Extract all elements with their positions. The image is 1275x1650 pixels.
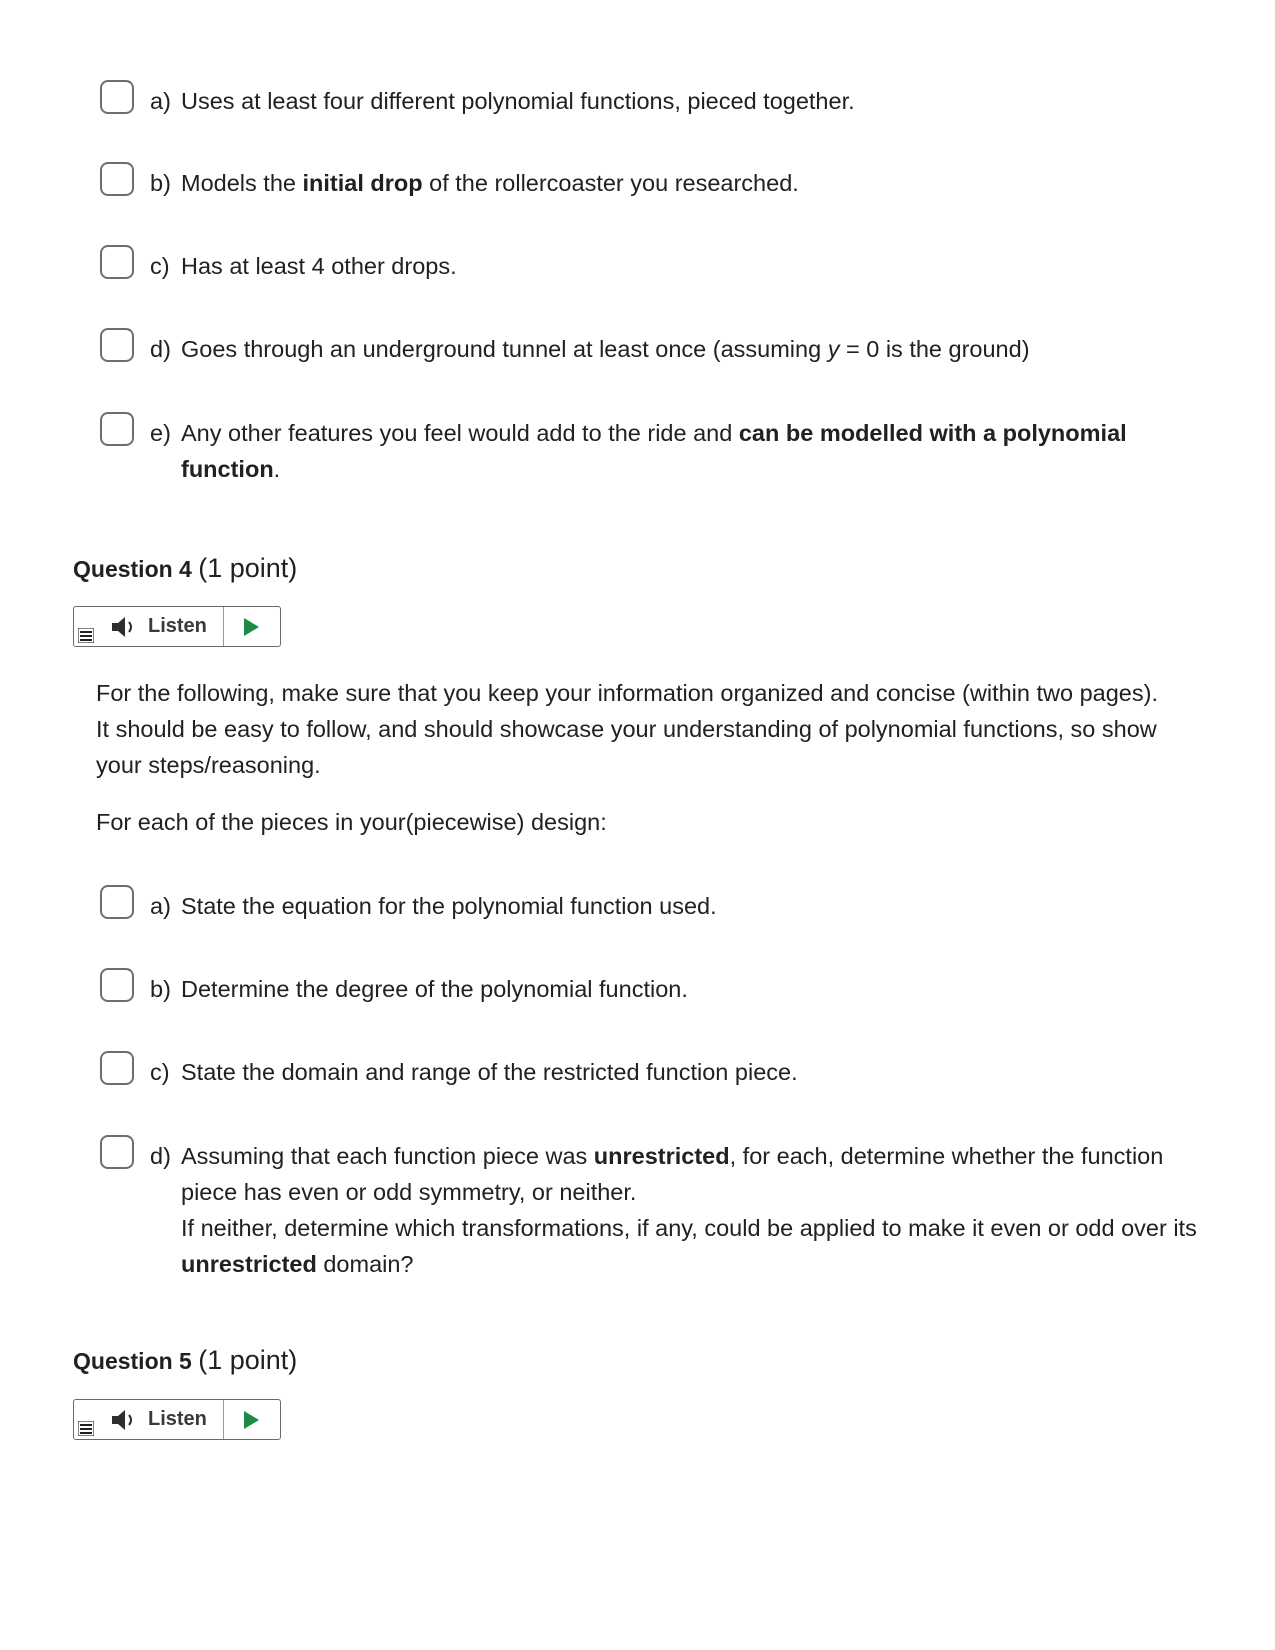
item-letter: d) [150, 336, 171, 362]
checklist-item [100, 971, 1200, 1007]
checkbox[interactable] [100, 885, 134, 919]
text-run: Models the [181, 170, 303, 196]
item-letter: d) [150, 1143, 171, 1169]
text-run: Any other features you feel would add to the ride and [181, 420, 739, 446]
variable-text: y [827, 336, 840, 362]
question-5-heading [73, 1345, 297, 1376]
item-text [181, 888, 1200, 924]
item-text [181, 971, 1200, 1007]
item-letter: b) [150, 170, 171, 196]
checkbox[interactable] [100, 1135, 134, 1169]
text-run: domain? [316, 1251, 414, 1277]
question-label: Question 4 [73, 556, 192, 582]
item-letter: a) [150, 88, 171, 114]
text-run: State the equation for the polynomial function used. [181, 893, 717, 919]
checkbox[interactable] [100, 162, 134, 196]
item-letter: c) [150, 1059, 170, 1085]
question-4-heading [73, 553, 297, 584]
checkbox[interactable] [100, 968, 134, 1002]
checklist-item [100, 415, 1200, 487]
checklist-item [100, 248, 1200, 284]
text-run: Goes through an underground tunnel at least once (assuming [181, 336, 828, 362]
checklist-item [100, 165, 1200, 201]
divider [223, 1400, 224, 1439]
text-run: Has at least 4 other drops. [181, 253, 457, 279]
speaker-icon [110, 1409, 140, 1431]
divider [223, 607, 224, 646]
listen-button[interactable]: Listen [148, 615, 207, 637]
bold-text: unrestricted [181, 1251, 317, 1277]
question-label: Question 5 [73, 1348, 192, 1374]
play-icon[interactable] [242, 617, 260, 637]
menu-icon[interactable] [78, 1421, 94, 1436]
text-run: Uses at least four different polynomial functions, pieced together. [181, 88, 855, 114]
item-text [181, 1138, 1200, 1282]
checkbox[interactable] [100, 245, 134, 279]
text-run: = 0 is the ground) [839, 336, 1030, 362]
listen-button[interactable]: Listen [148, 1408, 207, 1430]
listen-widget [73, 1399, 281, 1440]
checklist-item [100, 83, 1200, 119]
bold-text: can be modelled with a polynomial function [181, 420, 1127, 482]
item-text [181, 331, 1200, 367]
item-text [181, 165, 1200, 201]
checklist-item [100, 888, 1200, 924]
question-4-lead: For each of the pieces in your(piecewise) design: [96, 809, 607, 835]
checkbox[interactable] [100, 1051, 134, 1085]
item-letter: e) [150, 420, 171, 446]
question-points: (1 point) [198, 1345, 298, 1375]
bold-text: unrestricted [593, 1143, 730, 1169]
listen-widget [73, 606, 281, 647]
item-text [181, 83, 1200, 119]
checkbox[interactable] [100, 328, 134, 362]
item-text [181, 248, 1200, 284]
checklist-item [100, 1054, 1200, 1090]
text-run: of the rollercoaster you researched. [422, 170, 799, 196]
item-letter: a) [150, 893, 171, 919]
text-run: . [273, 456, 281, 482]
item-letter: c) [150, 253, 170, 279]
text-run: State the domain and range of the restricted function piece. [181, 1059, 798, 1085]
checkbox[interactable] [100, 80, 134, 114]
speaker-icon [110, 616, 140, 638]
text-run: Determine the degree of the polynomial function. [181, 976, 688, 1002]
checklist-item [100, 1138, 1200, 1282]
question-4-intro: For the following, make sure that you keep your information organized and concise (within two pages). It should be easy to follow, and should showcase your understanding of polynomial functions, so show your steps/reasoning. [96, 680, 1158, 778]
item-letter: b) [150, 976, 171, 1002]
question-points: (1 point) [198, 553, 298, 583]
item-text [181, 415, 1200, 487]
checklist-item [100, 331, 1200, 367]
bold-text: initial drop [302, 170, 423, 196]
text-run: If neither, determine which transformations, if any, could be applied to make it even or odd over its [181, 1215, 1197, 1241]
checkbox[interactable] [100, 412, 134, 446]
play-icon[interactable] [242, 1410, 260, 1430]
menu-icon[interactable] [78, 628, 94, 643]
text-run: Assuming that each function piece was [181, 1143, 594, 1169]
item-text [181, 1054, 1200, 1090]
text-run: , for each, determine whether the function piece has even or odd symmetry, or neither. [181, 1143, 1164, 1205]
